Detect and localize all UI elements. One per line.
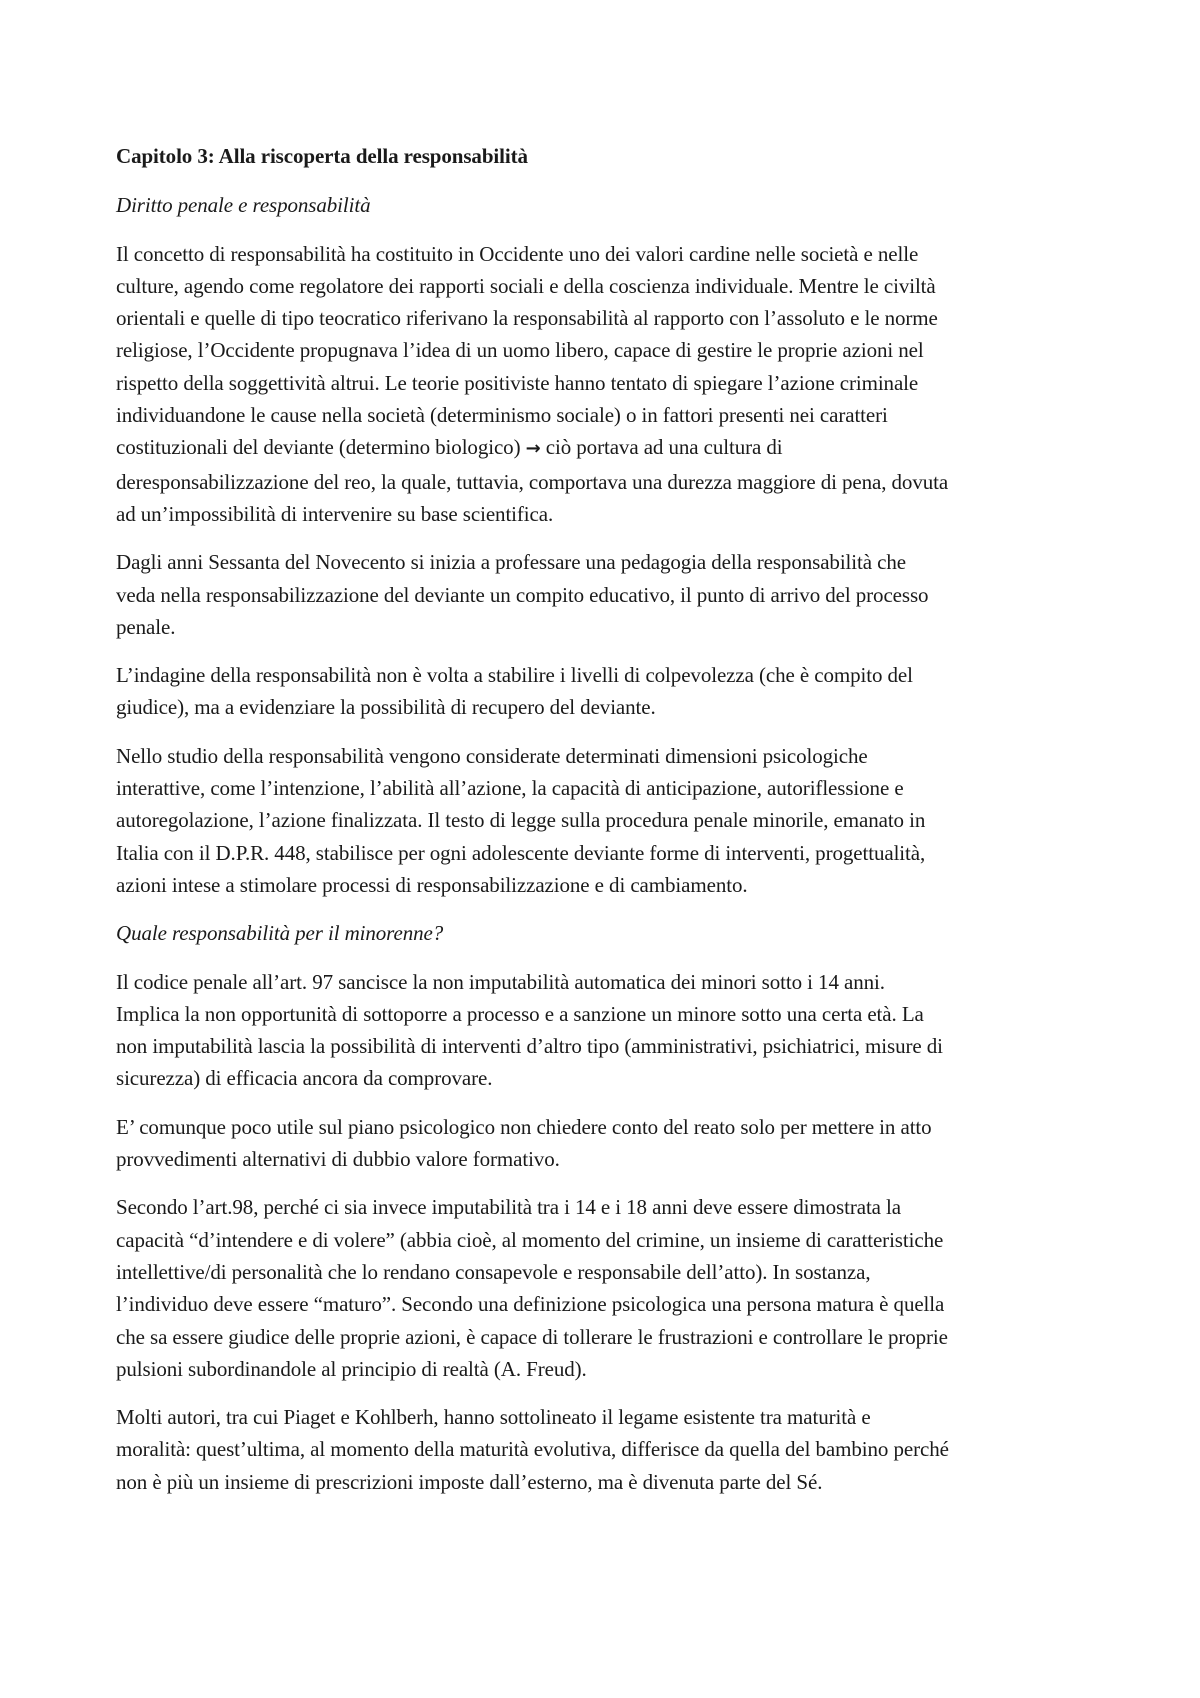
- paragraph-line: penale.: [116, 614, 176, 639]
- paragraph-line: culture, agendo come regolatore dei rapporti sociali e della coscienza individuale. Mentre le civiltà: [116, 273, 936, 298]
- paragraph-line: provvedimenti alternativi di dubbio valore formativo.: [116, 1147, 560, 1172]
- paragraph-line: Molti autori, tra cui Piaget e Kohlberh, hanno sottolineato il legame esistente tra maturità e: [116, 1405, 871, 1430]
- paragraph-line: religiose, l’Occidente propugnava l’idea di un uomo libero, capace di gestire le proprie azioni nel: [116, 338, 924, 363]
- paragraph-line: rispetto della soggettività altrui. Le teorie positiviste hanno tentato di spiegare l’azione criminale: [116, 370, 919, 395]
- document-page: [116, 140, 1096, 1514]
- paragraph-line: ad un’impossibilità di intervenire su base scientifica.: [116, 501, 554, 526]
- paragraph-line: pulsioni subordinandole al principio di realtà (A. Freud).: [116, 1356, 587, 1381]
- paragraph-line: Il concetto di responsabilità ha costituito in Occidente uno dei valori cardine nelle società e nelle: [116, 241, 919, 266]
- paragraph-line: orientali e quelle di tipo teocratico riferivano la responsabilità al rapporto con l’assoluto e le norme: [116, 306, 938, 331]
- paragraph-codice-penale: [116, 966, 1096, 1095]
- paragraph-line: Nello studio della responsabilità vengono considerate determinati dimensioni psicologiche: [116, 743, 868, 768]
- paragraph-line: non è più un insieme di prescrizioni imposte dall’esterno, ma è divenuta parte del Sé.: [116, 1469, 823, 1494]
- paragraph-maturita-moralita: [116, 1401, 1096, 1498]
- paragraph-indagine: [116, 659, 1096, 724]
- paragraph-line: veda nella responsabilizzazione del deviante un compito educativo, il punto di arrivo del processo: [116, 582, 929, 607]
- paragraph-art-98: [116, 1191, 1096, 1385]
- paragraph-studio-responsabilita: [116, 740, 1096, 901]
- paragraph-line-tail: ciò portava ad una cultura di: [545, 435, 783, 460]
- paragraph-line: azioni intese a stimolare processi di responsabilizzazione e di cambiamento.: [116, 872, 748, 897]
- paragraph-piano-psicologico: [116, 1111, 1096, 1176]
- paragraph-line: intellettive/di personalità che lo rendano consapevole e responsabile dell’atto). In sostanza,: [116, 1259, 871, 1284]
- paragraph-line: Dagli anni Sessanta del Novecento si inizia a professare una pedagogia della responsabilità che: [116, 550, 906, 575]
- paragraph-line: giudice), ma a evidenziare la possibilità di recupero del deviante.: [116, 695, 656, 720]
- paragraph-line: Secondo l’art.98, perché ci sia invece imputabilità tra i 14 e i 18 anni deve essere dimostrata la: [116, 1195, 902, 1220]
- paragraph-line-with-arrow: [116, 431, 1096, 465]
- paragraph-line: l’individuo deve essere “maturo”. Secondo una definizione psicologica una persona matura è quella: [116, 1292, 945, 1317]
- paragraph-concetto-responsabilita: [116, 238, 1096, 531]
- paragraph-line: Italia con il D.P.R. 448, stabilisce per ogni adolescente deviante forme di interventi, progettualità,: [116, 840, 926, 865]
- paragraph-line: L’indagine della responsabilità non è volta a stabilire i livelli di colpevolezza (che è compito del: [116, 663, 913, 688]
- paragraph-anni-sessanta: [116, 546, 1096, 643]
- paragraph-line: deresponsabilizzazione del reo, la quale, tuttavia, comportava una durezza maggiore di pena, dovuta: [116, 469, 949, 494]
- paragraph-line: interattive, come l’intenzione, l’abilità all’azione, la capacità di anticipazione, autoriflessione e: [116, 776, 904, 801]
- paragraph-line: autoregolazione, l’azione finalizzata. Il testo di legge sulla procedura penale minorile, emanato in: [116, 808, 926, 833]
- section-title-diritto-penale: Diritto penale e responsabilità: [116, 193, 371, 218]
- paragraph-line: non imputabilità lascia la possibilità di interventi d’altro tipo (amministrativi, psichiatrici, misure di: [116, 1034, 943, 1059]
- paragraph-line: Il codice penale all’art. 97 sancisce la non imputabilità automatica dei minori sotto i 14 anni.: [116, 969, 885, 994]
- paragraph-line: capacità “d’intendere e di volere” (abbia cioè, al momento del crimine, un insieme di caratteristiche: [116, 1227, 944, 1252]
- paragraph-line: Implica la non opportunità di sottoporre a processo e a sanzione un minore sotto una certa età. La: [116, 1001, 924, 1026]
- paragraph-line: moralità: quest’ultima, al momento della maturità evolutiva, differisce da quella del bambino perché: [116, 1437, 949, 1462]
- paragraph-line: che sa essere giudice delle proprie azioni, è capace di tollerare le frustrazioni e controllare le proprie: [116, 1324, 948, 1349]
- paragraph-line: sicurezza) di efficacia ancora da comprovare.: [116, 1066, 493, 1091]
- section-title-minorenne: Quale responsabilità per il minorenne?: [116, 921, 444, 946]
- paragraph-line-head: costituzionali del deviante (determino biologico): [116, 435, 521, 460]
- paragraph-line: E’ comunque poco utile sul piano psicologico non chiedere conto del reato solo per mettere in atto: [116, 1114, 932, 1139]
- chapter-title: Capitolo 3: Alla riscoperta della responsabilità: [116, 144, 528, 168]
- paragraph-line: individuandone le cause nella società (determinismo sociale) o in fattori presenti nei caratteri: [116, 403, 888, 428]
- right-arrow-icon: →: [525, 438, 541, 460]
